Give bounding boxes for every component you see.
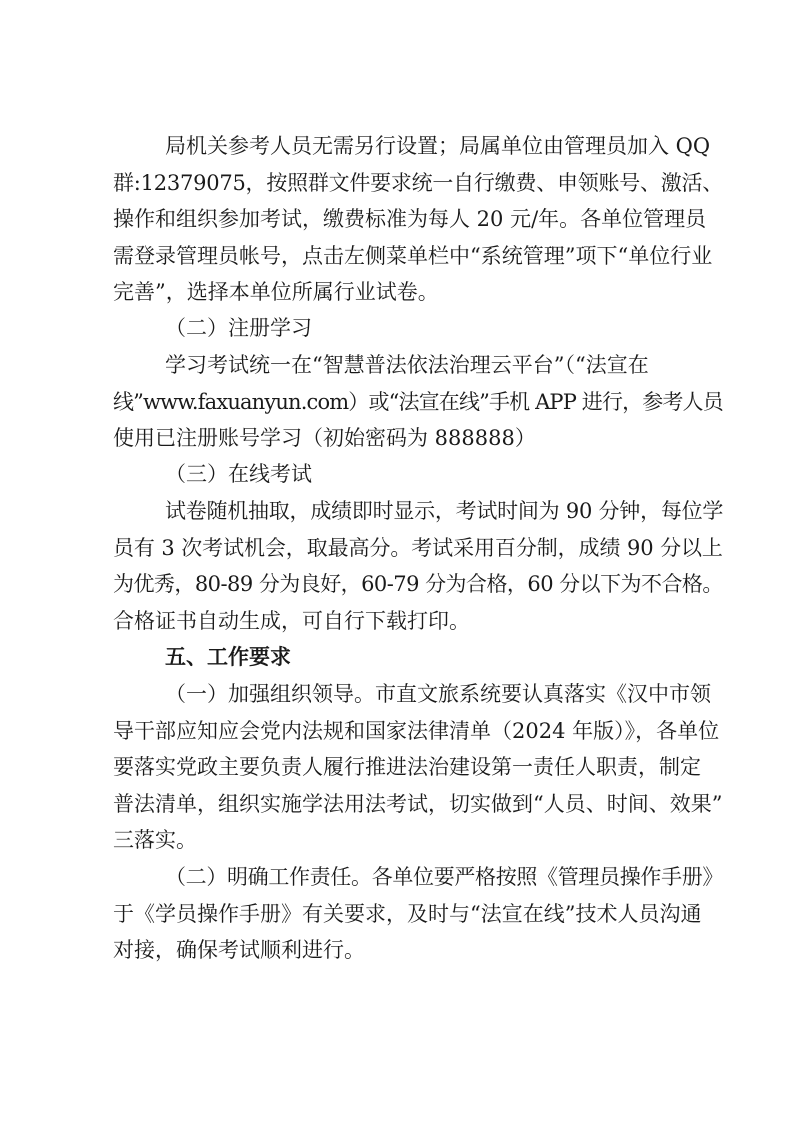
text-line: 合格证书自动生成，可自行下载打印。 — [113, 608, 470, 633]
text-line: 需登录管理员帐号，点击左侧菜单栏中“系统管理”项下“单位行业 — [113, 243, 713, 268]
text-line: 对接，确保考试顺利进行。 — [113, 938, 365, 962]
text-line: 学习考试统一在“智慧普法依法治理云平台”（“法宣在 — [165, 353, 649, 377]
text-line: 导干部应知应会党内法规和国家法律清单（2024 年版）》，各单位 — [113, 718, 720, 743]
text-line: 于《学员操作手册》有关要求，及时与“法宣在线”技术人员沟通 — [113, 901, 702, 926]
text-line: 使用已注册账号学习（初始密码为 888888） — [113, 426, 536, 450]
paragraph-study-platform — [113, 347, 723, 457]
subheading-text: （二）注册学习 — [165, 316, 312, 340]
text-line: 群:12379075，按照群文件要求统一自行缴费、申领账号、激活、 — [113, 170, 724, 195]
text-line: 三落实。 — [113, 828, 197, 852]
text-line: 线”www.faxuanyun.com）或“法宣在线”手机 APP 进行，参考人员 — [113, 389, 723, 414]
paragraph-registration-setup — [113, 128, 723, 311]
subheading-text: （三）在线考试 — [165, 462, 312, 486]
text-line: 操作和组织参加考试，缴费标准为每人 20 元/年。各单位管理员 — [113, 207, 707, 231]
subheading-register-study — [113, 310, 723, 347]
text-line: 为优秀，80-89 分为良好，60-79 分为合格，60 分以下为不合格。 — [113, 572, 723, 596]
text-line: 要落实党政主要负责人履行推进法治建设第一责任人职责，制定 — [113, 755, 701, 779]
text-line: 试卷随机抽取，成绩即时显示，考试时间为 90 分钟，每位学 — [165, 499, 724, 523]
paragraph-work-responsibility — [113, 859, 723, 969]
text-line: （二）明确工作责任。各单位要严格按照《管理员操作手册》 — [165, 865, 724, 889]
text-line: 完善”，选择本单位所属行业试卷。 — [113, 280, 439, 304]
paragraph-exam-rules — [113, 493, 723, 639]
section-heading-text: 五、工作要求 — [165, 645, 291, 669]
section-heading-work-requirements — [113, 639, 723, 676]
text-line: 局机关参考人员无需另行设置；局属单位由管理员加入 QQ — [165, 134, 711, 158]
paragraph-organization-leadership — [113, 676, 723, 859]
text-line: 员有 3 次考试机会，取最高分。考试采用百分制，成绩 90 分以上 — [113, 535, 723, 560]
text-line: （一）加强组织领导。市直文旅系统要认真落实《汉中市领 — [165, 682, 711, 706]
text-line: 普法清单，组织实施学法用法考试，切实做到“人员、时间、效果” — [113, 791, 723, 816]
subheading-online-exam — [113, 456, 723, 493]
